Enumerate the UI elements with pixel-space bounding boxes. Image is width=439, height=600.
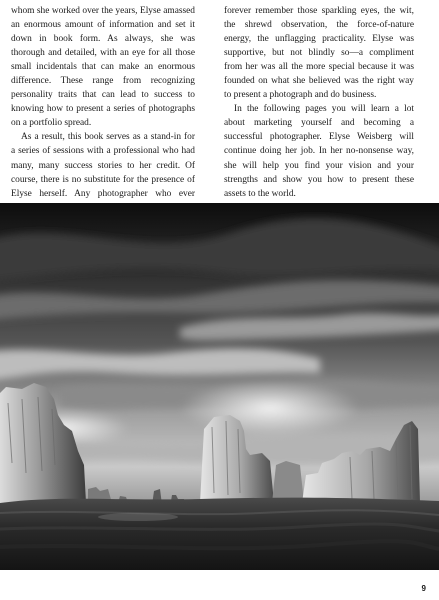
paragraph: forever remember those sparkling eyes, the wit, the shrewd observation, the force-of-nature energy, the unflagging practicality. Elyse was supportive, but not blindly so—a compliment from her was all the more special because it was founded on what she believed was the right way to present a photograph and do business.	[224, 6, 414, 101]
page-number: 9	[421, 584, 426, 593]
body-text	[0, 4, 439, 200]
text-column-right	[224, 4, 414, 201]
paragraph: whom she worked over the years, Elyse amassed an enormous amount of information and set it down in book form. As always, she was thorough and detailed, with an eye for all those small incidentals that can make an enormous difference. These range from recognizing personality traits that can lead to success to knowing how to present a series of photographs on a portfolio spread.	[11, 6, 195, 129]
paragraph: In the following pages you will learn a lot about marketing yourself and becoming a successful photographer. Elyse Weisberg will continue doing her job. In her no-nonsense way, she will help you find your vision and your strengths and show you how to present these assets to the world.	[224, 104, 414, 199]
landscape-photo	[0, 203, 439, 570]
paragraph: As a result, this book serves as a stand-in for a series of sessions with a professional who had many, many success stories to her credit. Of course, there is no substitute for the presence of Elyse herself. Any photographer who ever	[11, 132, 195, 199]
text-column-left	[11, 4, 195, 215]
